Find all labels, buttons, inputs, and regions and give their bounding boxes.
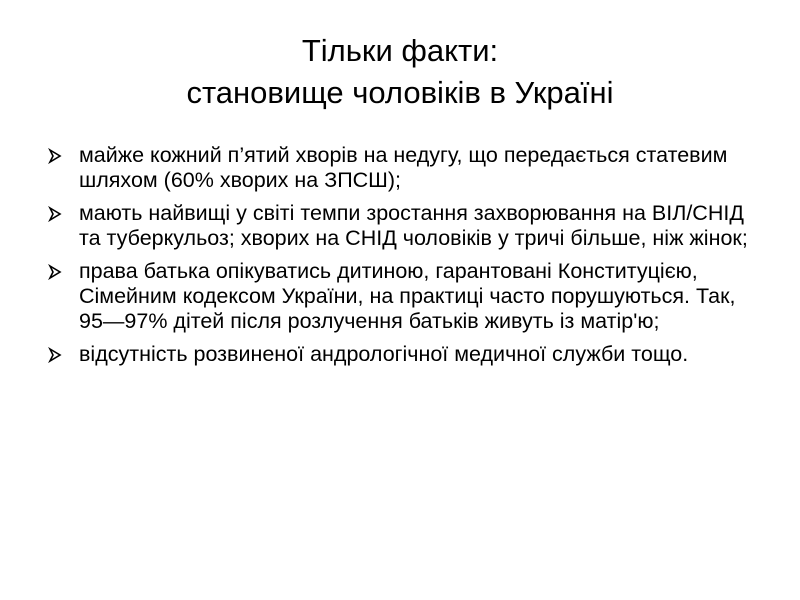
bullet-item	[45, 259, 755, 334]
bullet-text: майже кожний п’ятий хворів на недугу, що передається статевим шляхом (60% хворих на ЗПСШ);	[79, 143, 728, 192]
bullet-item	[45, 143, 755, 193]
bullet-item	[45, 342, 755, 367]
bullet-text: відсутність розвиненої андрологічної медичної служби тощо.	[79, 342, 689, 366]
arrowhead-bullet-icon	[45, 143, 65, 168]
arrowhead-bullet-icon	[45, 259, 65, 284]
bullet-text: права батька опікуватись дитиною, гарантовані Конституцією, Сімейним кодексом України, на практиці часто порушуються. Так, 95—97% дітей після розлучення батьків живуть із матір'ю;	[79, 259, 736, 333]
arrowhead-bullet-icon	[45, 201, 65, 226]
bullet-list	[45, 143, 755, 375]
bullet-text: мають найвищі у світі темпи зростання захворювання на ВІЛ/СНІД та туберкульоз; хворих на СНІД чоловіків у тричі більше, ніж жінок;	[79, 201, 748, 250]
arrowhead-bullet-icon	[45, 342, 65, 367]
slide-title-line-2: становище чоловіків в Україні	[186, 75, 614, 110]
bullet-item	[45, 201, 755, 251]
slide-title	[0, 30, 800, 114]
slide-title-line-1: Тільки факти:	[301, 33, 499, 68]
